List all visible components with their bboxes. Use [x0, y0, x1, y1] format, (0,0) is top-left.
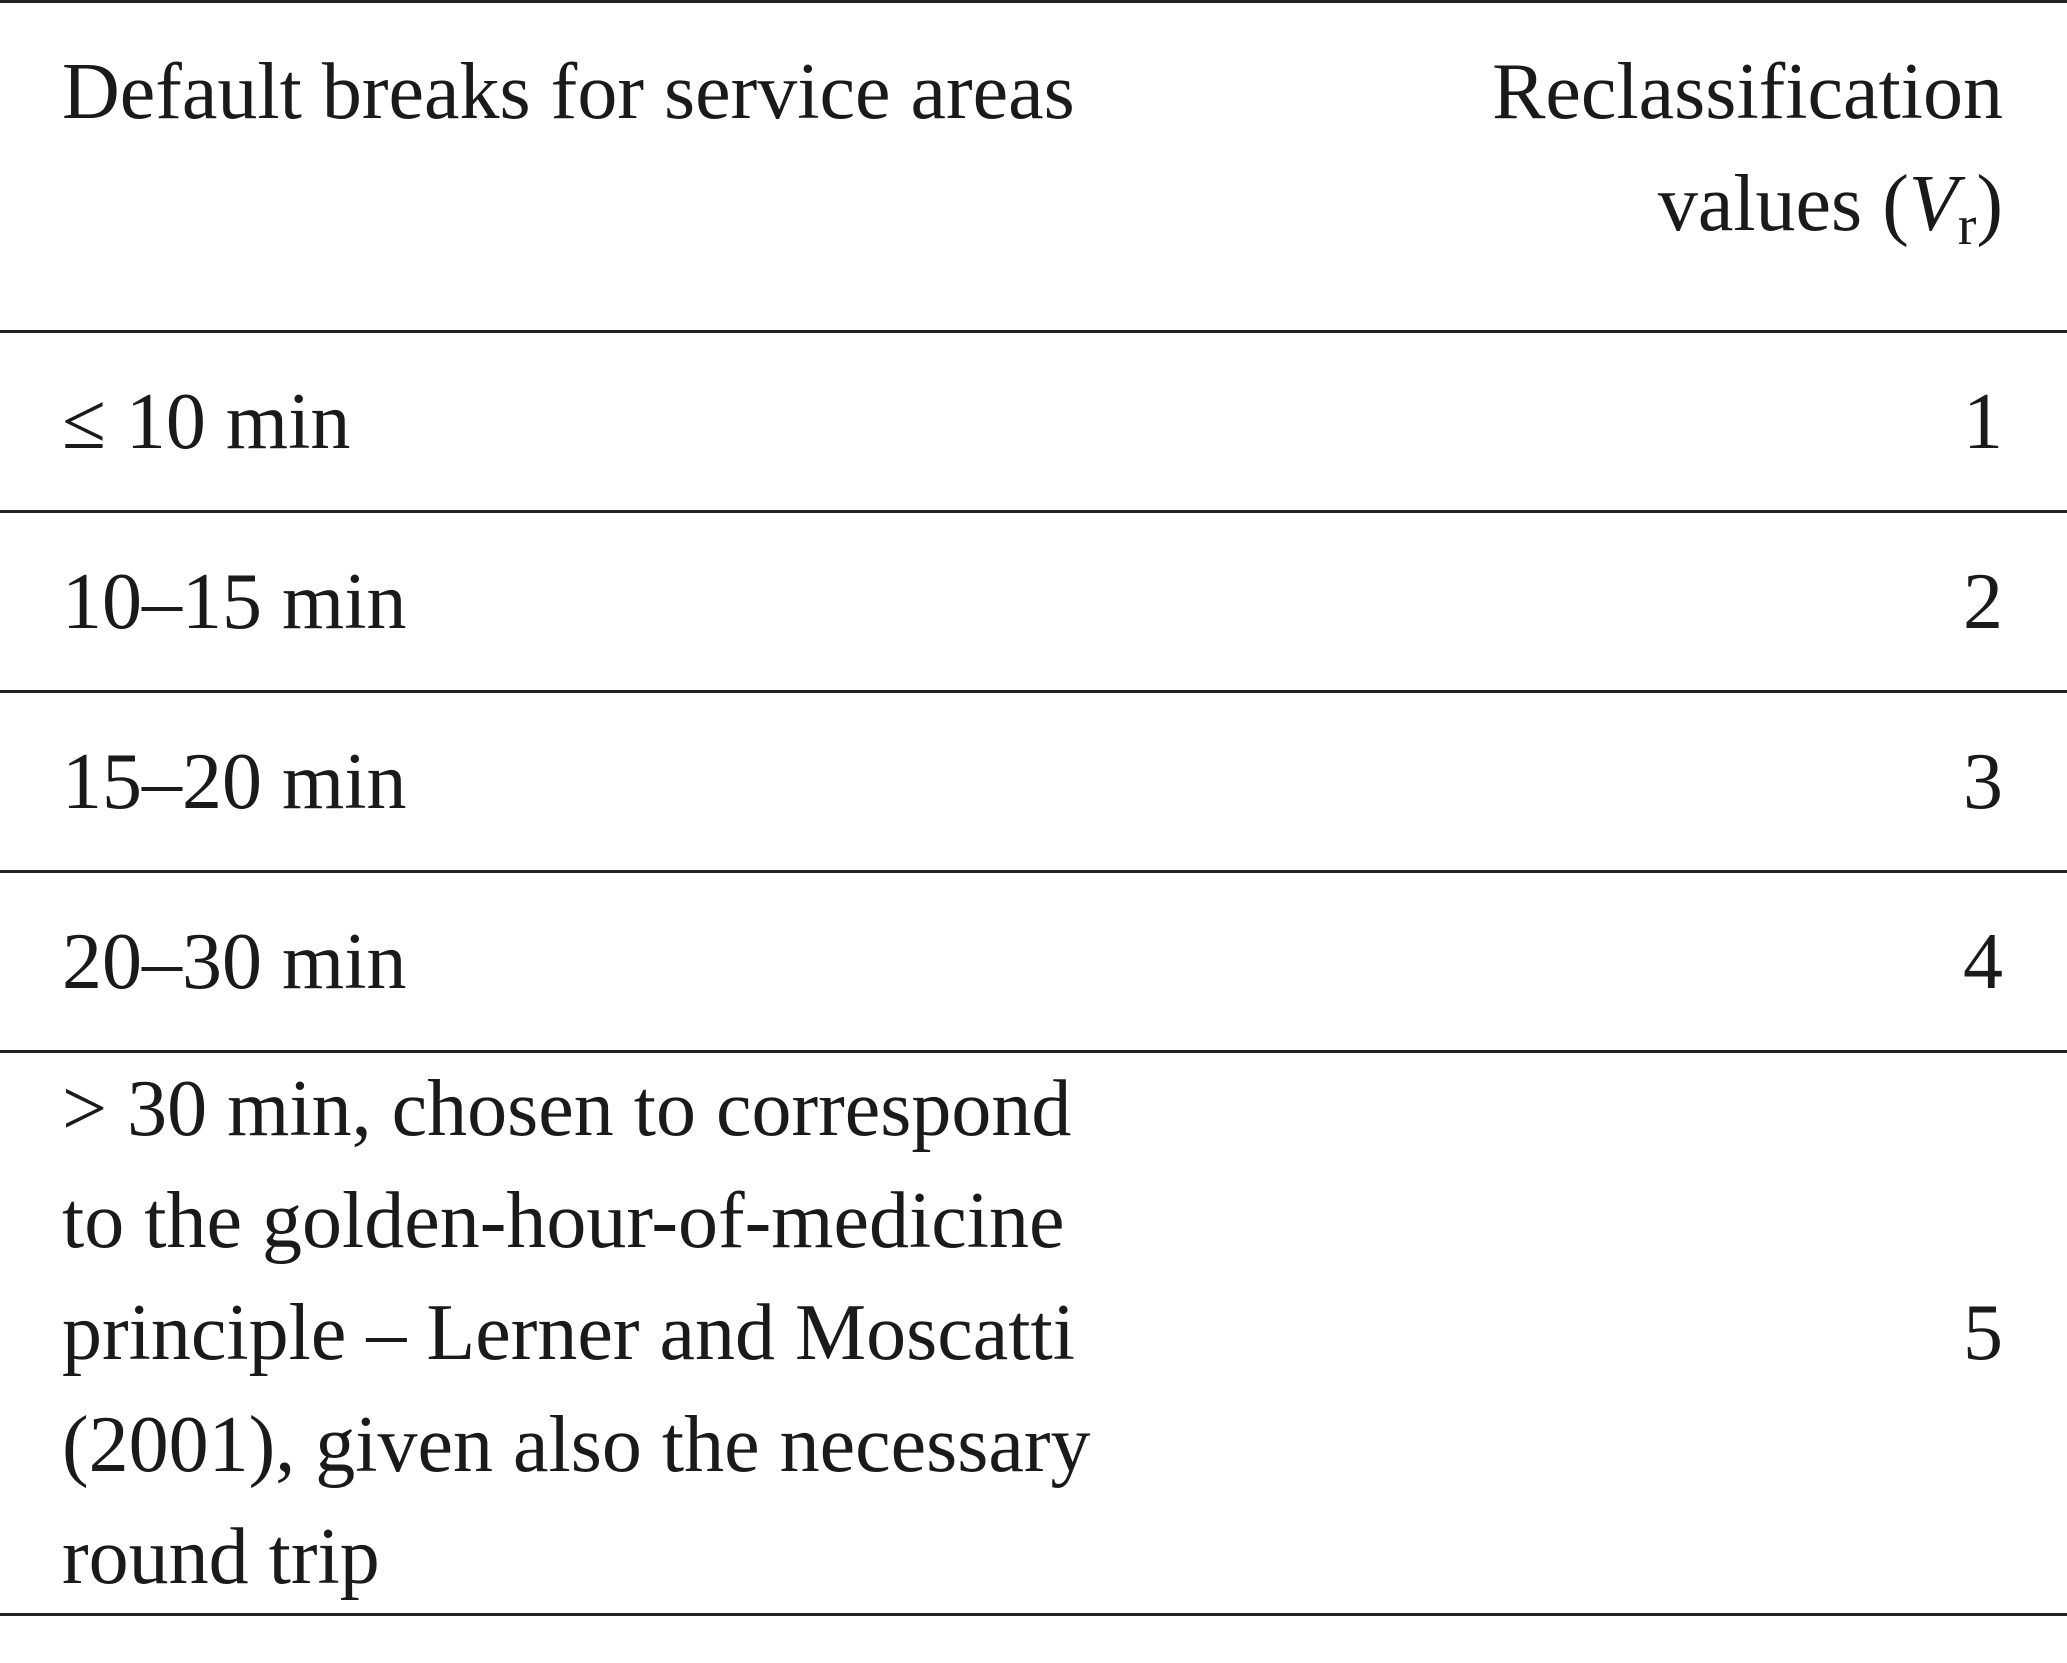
- table-row: [0, 1052, 2067, 1615]
- break-cell: 20–30 min: [0, 872, 1340, 1052]
- header-vr-symbol: V: [1908, 160, 1958, 248]
- header-vr-subscript: r: [1957, 195, 1977, 257]
- table-row: [0, 872, 2067, 1052]
- value-cell: 4: [1340, 872, 2067, 1052]
- value-cell: 1: [1340, 332, 2067, 512]
- header-reclassification-line2: [1657, 160, 2003, 257]
- break-cell-text: > 30 min, chosen to correspond to the golden-hour-of-medicine principle – Lerner and Moscatti (2001), given also the necessary round trip: [62, 1065, 1091, 1601]
- table-row: [0, 512, 2067, 692]
- table-row: [0, 692, 2067, 872]
- table-header-row: [0, 2, 2067, 332]
- table-row: [0, 332, 2067, 512]
- header-reclassification-line1: Reclassification: [1492, 48, 2003, 136]
- header-reclassification-values: [1340, 2, 2067, 332]
- header-values-suffix: ): [1976, 160, 2003, 248]
- break-cell: ≤ 10 min: [0, 332, 1340, 512]
- value-cell: 2: [1340, 512, 2067, 692]
- value-cell: 5: [1340, 1052, 2067, 1615]
- value-cell: 3: [1340, 692, 2067, 872]
- header-default-breaks-label: Default breaks for service areas: [62, 48, 1075, 136]
- header-default-breaks: [0, 2, 1340, 332]
- break-cell: 15–20 min: [0, 692, 1340, 872]
- break-cell: 10–15 min: [0, 512, 1340, 692]
- break-cell: [0, 1052, 1340, 1615]
- header-values-prefix: values (: [1657, 160, 1909, 248]
